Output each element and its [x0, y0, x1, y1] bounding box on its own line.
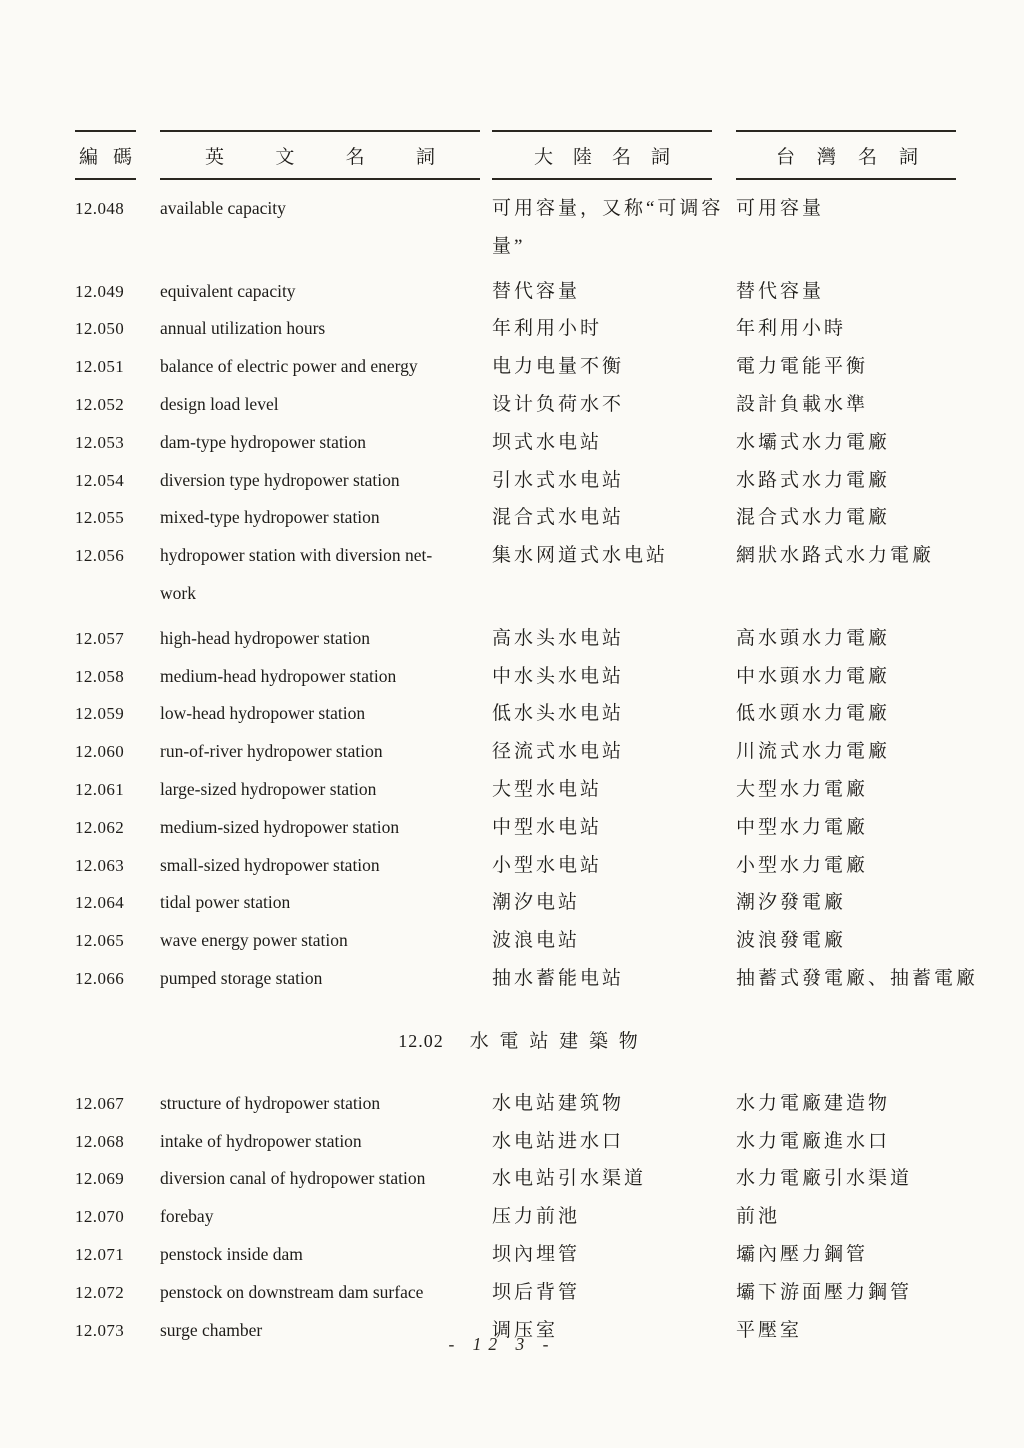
row-english-term: dam-type hydropower station: [160, 431, 367, 452]
table-header: [75, 130, 961, 180]
row-code: 12.058: [75, 666, 125, 686]
row-mainland-term: 中水头水电站: [492, 665, 625, 687]
table-row: [75, 884, 961, 922]
row-english-term: pumped storage station: [160, 967, 323, 988]
row-mainland-term: 高水头水电站: [492, 627, 625, 649]
row-taiwan-term: 年利用小時: [736, 318, 847, 340]
table-row: [75, 733, 961, 771]
table-row: [75, 1160, 961, 1198]
row-english-term: penstock on downstream dam surface: [160, 1281, 424, 1302]
row-english-term: mixed-type hydropower station: [160, 507, 380, 528]
row-mainland-term: 年利用小时: [492, 318, 603, 340]
row-english-term: annual utilization hours: [160, 318, 326, 339]
row-taiwan-term: 低水頭水力電廠: [736, 703, 891, 725]
row-mainland-term: 小型水电站: [492, 854, 603, 876]
table-row: [75, 386, 961, 424]
row-mainland-term: 低水头水电站: [492, 703, 625, 725]
table-body: [75, 190, 979, 1349]
row-mainland-term: 坝式水电站: [492, 431, 603, 453]
row-mainland-term: 可用容量，又称“可调容 量”: [492, 198, 724, 257]
row-taiwan-term: 水路式水力電廠: [736, 469, 891, 491]
row-mainland-term: 潮汐电站: [492, 892, 581, 914]
row-code: 12.065: [75, 931, 125, 951]
row-mainland-term: 引水式水电站: [492, 469, 625, 491]
header-cell-code: [75, 130, 160, 180]
table-row: [75, 658, 961, 696]
table-row: [75, 695, 961, 733]
row-mainland-term: 大型水电站: [492, 778, 603, 800]
row-english-term: hydropower station with diversion net- work: [160, 545, 433, 603]
column-header-code: 編 碼: [79, 146, 132, 168]
row-english-term: large-sized hydropower station: [160, 778, 377, 799]
row-english-term: design load level: [160, 393, 279, 414]
row-english-term: low-head hydropower station: [160, 703, 366, 724]
table-row: [75, 960, 979, 998]
section-title: 水 電 站 建 築 物: [469, 1030, 638, 1052]
row-code: 12.057: [75, 628, 125, 648]
row-code: 12.067: [75, 1093, 125, 1113]
row-taiwan-term: 川流式水力電廠: [736, 741, 891, 763]
row-taiwan-term: 水力電廠引水渠道: [736, 1168, 913, 1190]
row-taiwan-term: 潮汐發電廠: [736, 892, 847, 914]
header-cell-mainland: [492, 130, 736, 180]
table-row: [75, 462, 961, 500]
row-english-term: available capacity: [160, 198, 286, 218]
row-code: 12.051: [75, 357, 125, 377]
row-mainland-term: 混合式水电站: [492, 507, 625, 529]
row-code: 12.048: [75, 199, 125, 218]
row-taiwan-term: 設計負載水準: [736, 393, 869, 415]
row-english-term: wave energy power station: [160, 930, 348, 951]
header-cell-english: [160, 130, 492, 180]
table-row: [75, 922, 961, 960]
row-code: 12.052: [75, 394, 125, 414]
row-mainland-term: 调压室: [492, 1319, 559, 1341]
row-english-term: tidal power station: [160, 892, 291, 913]
table-row: [75, 499, 961, 537]
row-code: 12.062: [75, 817, 125, 837]
row-code: 12.068: [75, 1131, 125, 1151]
row-english-term: penstock inside dam: [160, 1243, 303, 1264]
row-english-term: medium-head hydropower station: [160, 665, 397, 686]
row-mainland-term: 设计负荷水不: [492, 393, 625, 415]
row-mainland-term: 水电站建筑物: [492, 1092, 625, 1114]
row-taiwan-term: 水力電廠建造物: [736, 1092, 891, 1114]
table-row: [75, 273, 961, 311]
table-row: [75, 424, 961, 462]
section-heading: [75, 1022, 961, 1061]
row-code: 12.063: [75, 855, 125, 875]
table-row: [75, 1274, 961, 1312]
table-row: [75, 1198, 961, 1236]
row-taiwan-term: 中型水力電廠: [736, 816, 869, 838]
row-mainland-term: 径流式水电站: [492, 741, 625, 763]
row-english-term: run-of-river hydropower station: [160, 741, 383, 762]
row-code: 12.066: [75, 968, 125, 988]
row-mainland-term: 中型水电站: [492, 816, 603, 838]
row-taiwan-term: 波浪發電廠: [736, 930, 847, 952]
row-mainland-term: 集水网道式水电站: [492, 545, 669, 567]
table-row: [75, 1236, 961, 1274]
row-code: 12.059: [75, 704, 125, 724]
row-taiwan-term: 水壩式水力電廠: [736, 431, 891, 453]
column-header-taiwan: 台 灣 名 詞: [776, 146, 918, 168]
row-mainland-term: 水电站引水渠道: [492, 1168, 647, 1190]
row-taiwan-term: 混合式水力電廠: [736, 507, 891, 529]
table-row: [75, 847, 961, 885]
row-english-term: diversion type hydropower station: [160, 469, 400, 490]
row-english-term: equivalent capacity: [160, 280, 296, 301]
row-code: 12.060: [75, 742, 125, 762]
table-row: [75, 620, 961, 658]
row-taiwan-term: 大型水力電廠: [736, 778, 869, 800]
row-code: 12.049: [75, 281, 125, 301]
row-english-term: small-sized hydropower station: [160, 854, 380, 875]
row-code: 12.054: [75, 470, 125, 490]
row-taiwan-term: 高水頭水力電廠: [736, 627, 891, 649]
page-number: - 12 3 -: [448, 1334, 556, 1354]
row-code: 12.064: [75, 893, 125, 913]
row-code: 12.070: [75, 1207, 125, 1227]
row-english-term: balance of electric power and energy: [160, 356, 418, 377]
row-english-term: surge chamber: [160, 1319, 263, 1340]
row-taiwan-term: 小型水力電廠: [736, 854, 869, 876]
table-row: [75, 310, 961, 348]
table-row: [75, 809, 961, 847]
column-header-mainland: 大 陸 名 詞: [534, 146, 670, 168]
row-taiwan-term: 替代容量: [736, 280, 825, 302]
row-mainland-term: 水电站进水口: [492, 1130, 625, 1152]
row-code: 12.069: [75, 1169, 125, 1189]
row-mainland-term: 压力前池: [492, 1206, 581, 1228]
row-taiwan-term: 電力電能平衡: [736, 356, 869, 378]
row-mainland-term: 波浪电站: [492, 930, 581, 952]
header-cell-taiwan: [736, 130, 961, 180]
row-code: 12.050: [75, 319, 125, 339]
row-code: 12.056: [75, 546, 125, 566]
row-code: 12.053: [75, 432, 125, 452]
column-header-english: 英 文 名 詞: [205, 146, 435, 168]
table-row: [75, 348, 961, 386]
row-english-term: medium-sized hydropower station: [160, 816, 400, 837]
table-row: [75, 537, 961, 613]
row-code: 12.073: [75, 1320, 125, 1340]
section-number: 12.02: [398, 1030, 444, 1051]
terminology-table: [75, 130, 979, 1349]
table-row: [75, 1123, 961, 1161]
table-row: [75, 771, 961, 809]
row-mainland-term: 坝內埋管: [492, 1243, 581, 1265]
row-english-term: forebay: [160, 1206, 214, 1227]
row-code: 12.071: [75, 1244, 125, 1264]
row-english-term: intake of hydropower station: [160, 1130, 362, 1151]
table-row: [75, 1085, 961, 1123]
row-taiwan-term: 可用容量: [736, 198, 825, 219]
row-mainland-term: 替代容量: [492, 280, 581, 302]
row-code: 12.072: [75, 1282, 125, 1302]
row-taiwan-term: 中水頭水力電廠: [736, 665, 891, 687]
row-english-term: diversion canal of hydropower station: [160, 1168, 426, 1189]
row-mainland-term: 抽水蓄能电站: [492, 967, 625, 989]
row-taiwan-term: 網狀水路式水力電廠: [736, 545, 935, 567]
row-taiwan-term: 平壓室: [736, 1319, 803, 1341]
row-taiwan-term: 壩下游面壓力鋼管: [736, 1281, 913, 1303]
row-mainland-term: 坝后背管: [492, 1281, 581, 1303]
row-code: 12.055: [75, 508, 125, 528]
row-english-term: high-head hydropower station: [160, 627, 370, 648]
row-taiwan-term: 前池: [736, 1206, 781, 1228]
row-taiwan-term: 壩內壓力鋼管: [736, 1243, 869, 1265]
row-taiwan-term: 抽蓄式發電廠、抽蓄電廠: [736, 967, 979, 989]
table-row: [75, 190, 961, 266]
row-taiwan-term: 水力電廠進水口: [736, 1130, 891, 1152]
row-mainland-term: 电力电量不衡: [492, 356, 625, 378]
row-code: 12.061: [75, 779, 125, 799]
row-english-term: structure of hydropower station: [160, 1092, 381, 1113]
